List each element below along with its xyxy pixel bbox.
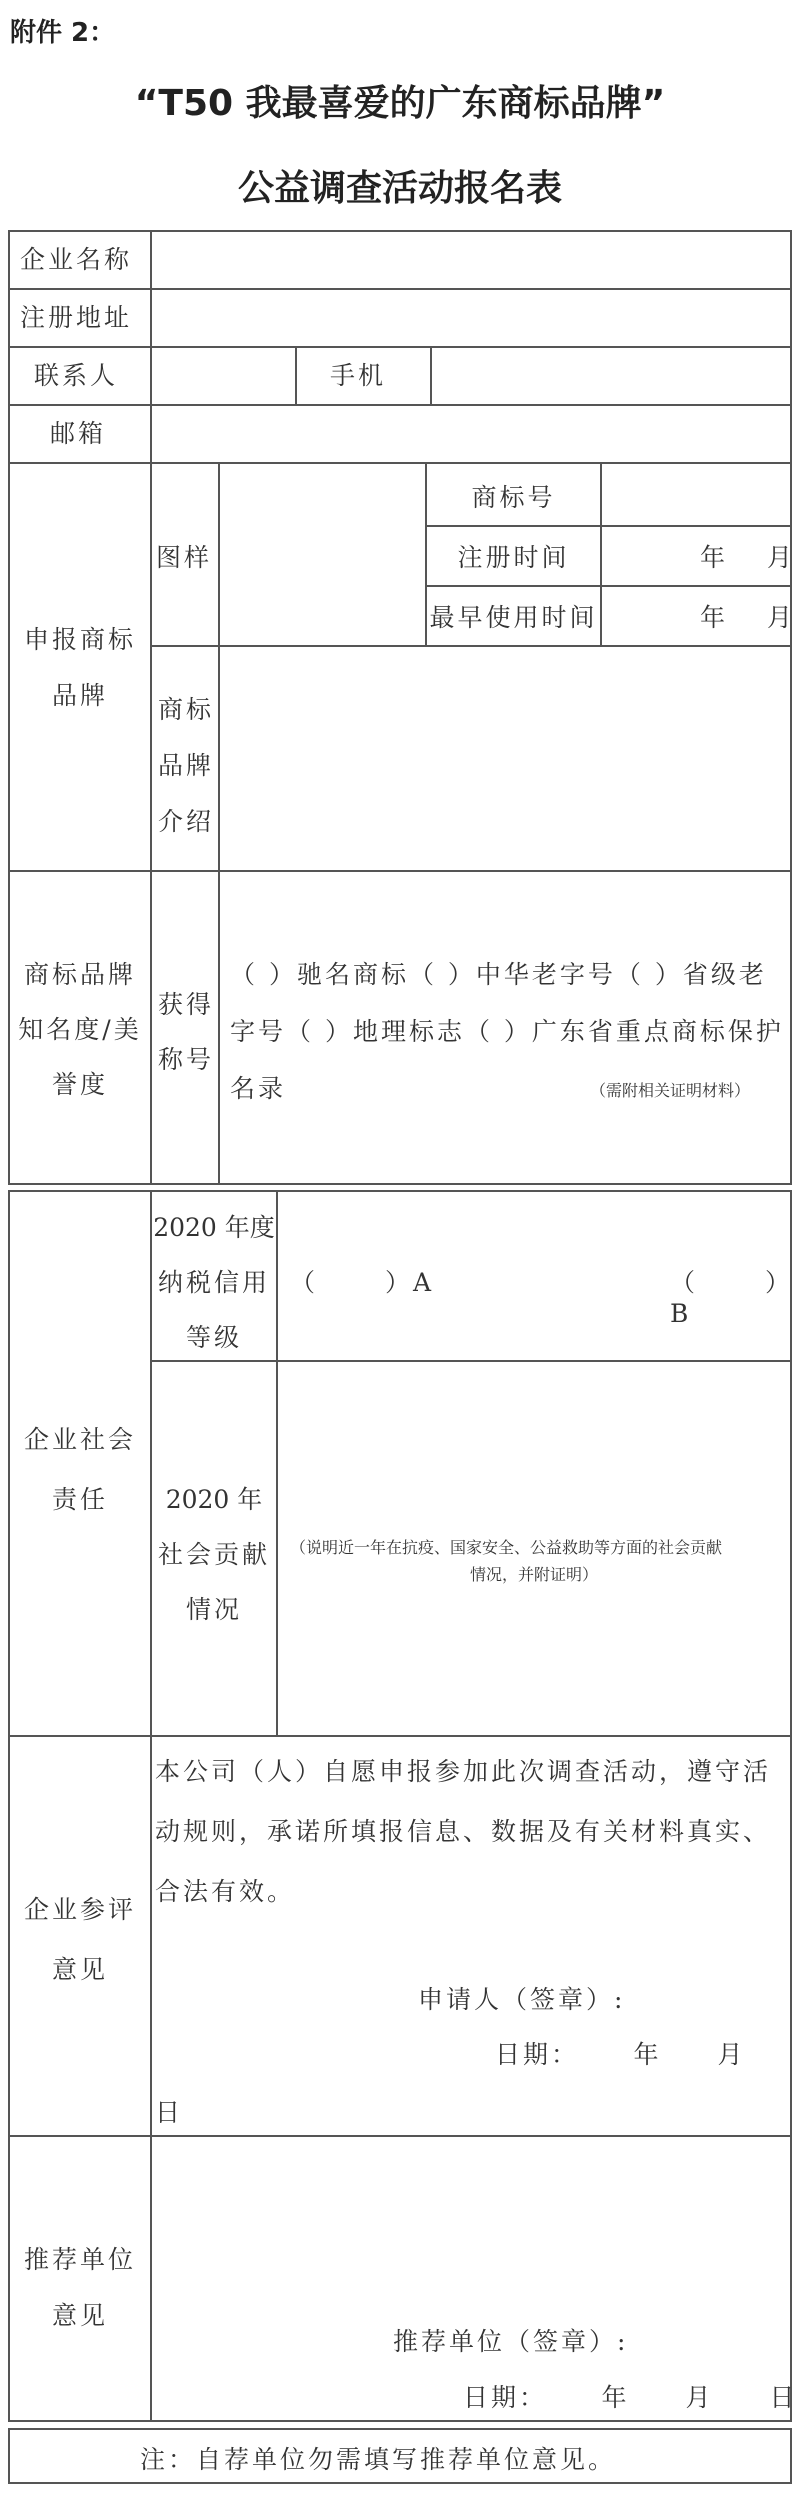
fame-label-1: 商标品牌: [23, 960, 136, 989]
opinion-label-1: 企业参评: [23, 1895, 136, 1924]
attachment-label: 附件 2：: [10, 18, 116, 48]
border: [295, 346, 297, 404]
border: [8, 230, 792, 232]
border: [8, 404, 792, 406]
opinion-text-3: 合法有效。: [155, 1877, 296, 1906]
company-name-label: 企业名称: [20, 245, 133, 274]
border: [600, 462, 602, 645]
title-label-2: 称号: [158, 1045, 215, 1074]
title-label-1: 获得: [158, 990, 215, 1019]
recommend-date: 日期： 年 月 日: [463, 2383, 798, 2412]
tax-label-3: 等级: [185, 1323, 242, 1352]
contrib-note-1: （说明近一年在抗疫、国家安全、公益救助等方面的社会贡献: [290, 1538, 723, 1557]
border: [218, 462, 220, 1185]
reg-address-label: 注册地址: [20, 303, 133, 332]
border: [790, 230, 792, 1185]
fame-note: （需附相关证明材料）: [590, 1081, 751, 1100]
tax-label-1: 2020 年度: [153, 1213, 275, 1242]
border: [425, 585, 792, 587]
recommend-signature: 推荐单位（签章）:: [393, 2327, 629, 2356]
opinion-text-2: 动规则，承诺所填报信息、数据及有关材料真实、: [155, 1817, 772, 1846]
recommend-label-2: 意见: [51, 2301, 108, 2330]
border: [276, 1190, 278, 1735]
border: [8, 346, 792, 348]
social-label-2: 责任: [51, 1485, 108, 1514]
tm-no-label: 商标号: [471, 483, 556, 512]
pattern-label: 图样: [156, 543, 213, 572]
contrib-label-2: 社会贡献: [157, 1540, 270, 1569]
brand-label: 申报商标: [23, 625, 136, 654]
opinion-label-2: 意见: [51, 1955, 108, 1984]
contrib-label-3: 情况: [185, 1595, 242, 1624]
form-subtitle: 公益调查活动报名表: [237, 168, 562, 209]
fame-label-2: 知名度/美: [18, 1015, 142, 1044]
border: [8, 1190, 10, 2422]
border: [8, 1183, 792, 1185]
fame-options-1: （ ）驰名商标（ ）中华老字号（ ）省级老: [230, 960, 767, 989]
reg-time-label: 注册时间: [457, 543, 570, 572]
form-title: “T50 我最喜爱的广东商标品牌”: [134, 83, 666, 124]
fame-options-2: 字号（ ）地理标志（ ）广东省重点商标保护: [230, 1017, 784, 1046]
opinion-date: 日期： 年 月: [495, 2040, 746, 2069]
tax-label-2: 纳税信用: [157, 1268, 270, 1297]
recommend-label-1: 推荐单位: [23, 2245, 136, 2274]
border: [150, 645, 792, 647]
fame-label-3: 誉度: [51, 1070, 108, 1099]
opinion-text-1: 本公司（人）自愿申报参加此次调查活动，遵守活: [155, 1757, 772, 1786]
fame-options-3: 名录: [230, 1074, 287, 1103]
intro-label-1: 商标: [158, 695, 215, 724]
grade-b-option[interactable]: （ ）B: [670, 1268, 793, 1328]
border: [430, 346, 432, 404]
border: [8, 2482, 792, 2484]
first-use-value: 年 月: [700, 603, 795, 632]
border: [790, 1190, 792, 2422]
border: [425, 525, 792, 527]
intro-label-2: 品牌: [158, 751, 215, 780]
border: [8, 2428, 792, 2430]
intro-label-3: 介绍: [158, 807, 215, 836]
border: [8, 2428, 10, 2484]
border: [8, 2420, 792, 2422]
opinion-day: 日: [155, 2098, 184, 2127]
mobile-label: 手机: [330, 361, 387, 390]
border: [8, 870, 792, 872]
brand-label-2: 品牌: [51, 681, 108, 710]
contrib-label-1: 2020 年: [165, 1485, 263, 1514]
social-label-1: 企业社会: [23, 1425, 136, 1454]
border: [150, 1190, 152, 2422]
applicant-signature: 申请人（签章）:: [418, 1985, 626, 2014]
first-use-label: 最早使用时间: [429, 603, 598, 632]
contact-label: 联系人: [34, 361, 119, 390]
border: [8, 462, 792, 464]
footnote: 注：自荐单位勿需填写推荐单位意见。: [140, 2445, 617, 2474]
border: [790, 2428, 792, 2484]
border: [8, 2135, 792, 2137]
border: [150, 230, 152, 1185]
border: [8, 288, 792, 290]
border: [8, 1735, 792, 1737]
grade-a-option[interactable]: （ ）A: [290, 1268, 435, 1297]
email-label: 邮箱: [50, 419, 107, 448]
border: [150, 1360, 792, 1362]
contrib-note-2: 情况，并附证明）: [470, 1565, 599, 1584]
reg-time-value: 年 月: [700, 543, 795, 572]
border: [8, 1190, 792, 1192]
